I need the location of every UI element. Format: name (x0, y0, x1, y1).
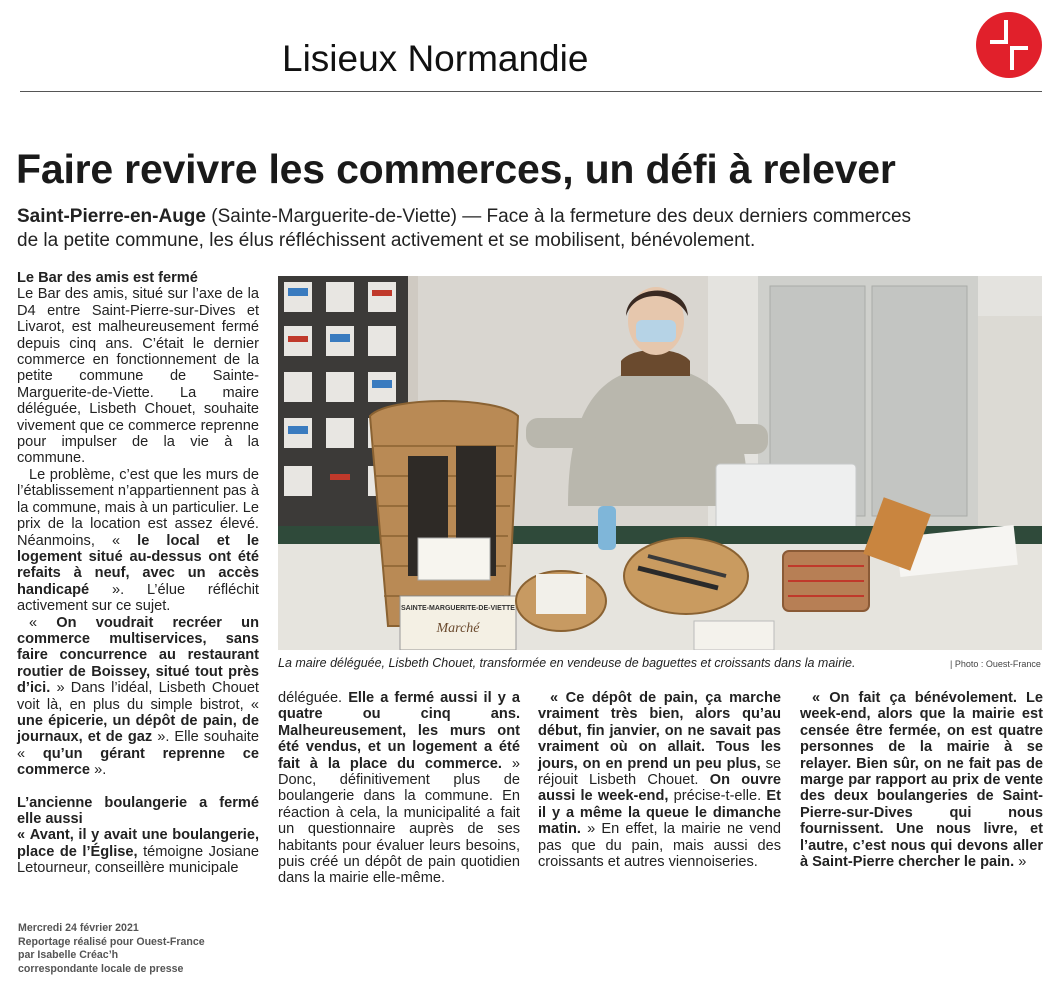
article-footer (18, 922, 205, 976)
lead-place: Saint-Pierre-en-Auge (17, 206, 206, 227)
article-column-4 (800, 690, 1043, 870)
header-rule (20, 91, 1042, 92)
paragraph: « On fait ça bénévolement. Le week-end, alors que la mairie est censée être fermée, on est quatre personnes de la mairie à se relayer. Bien sûr, on ne fait pas de marge par rapport au prix de vente des deux boulangeries de Saint-Pierre-sur-Dives qui nous fournissent. Une nous livre, et l’autre, c’est nous qui devons aller à Saint-Pierre chercher le pain. » (800, 690, 1043, 871)
footer-line: par Isabelle Créac’h (18, 949, 119, 961)
article-column-3 (538, 690, 781, 870)
lead-place-detail: (Sainte-Marguerite-de-Viette) — (211, 206, 482, 227)
subheading-bar: Le Bar des amis est fermé (17, 270, 198, 286)
lead-line1: Face à la fermeture des deux derniers commerces (486, 206, 912, 227)
paragraph: Le problème, c’est que les murs de l’établissement n’appartiennent pas à la commune, mais à un particulier. Le prix de la location est assez élevé. Néanmoins, « le local et le logement situé au-dessus ont été refaits à neuf, avec un accès handicapé ». L’élue réfléchit activement sur ce sujet. (17, 466, 259, 615)
article-column-1 (17, 270, 259, 877)
marche-sign-script: Marché (436, 621, 480, 636)
photo-credit: | Photo : Ouest-France (950, 659, 1041, 669)
paragraph: « Ce dépôt de pain, ça marche vraiment très bien, alors qu’au début, fin janvier, on ne savait pas vraiment où on allait. Tous les jours, on en prend un peu plus, se réjouit Lisbeth Chouet. On ouvre aussi le week-end, précise-t-elle. Et il y a même la queue le dimanche matin. » En effet, la mairie ne vend pas que du pain, mais aussi des croissants et autres viennoiseries. (538, 690, 782, 871)
lead-line2: de la petite commune, les élus réfléchissent activement et se mobilisent, bénévolement. (17, 230, 756, 251)
article-lead (17, 205, 917, 253)
marche-sign-text: SAINTE-MARGUERITE-DE-VIETTE (401, 605, 515, 612)
article-headline: Faire revivre les commerces, un défi à relever (16, 146, 896, 192)
article-photo (278, 276, 1042, 650)
ouest-france-logo (976, 12, 1042, 78)
paragraph: Le Bar des amis, situé sur l’axe de la D4 entre Saint-Pierre-sur-Dives et Livarot, est malheureusement fermé depuis cinq ans. C’était le dernier commerce en fonctionnement de la petite commune de Sainte-Marguerite-de-Viette. La maire déléguée, Lisbeth Chouet, souhaite vivement que ce commerce reprenne pour impulser de la vie à la commune. (17, 286, 259, 467)
footer-line: Reportage réalisé pour Ouest-France (18, 935, 205, 948)
article-column-2 (278, 690, 520, 887)
footer-line: correspondante locale de presse (18, 962, 184, 975)
paragraph: « On voudrait recréer un commerce multiservices, sans faire concurrence au restaurant routier de Boissey, situé tout près d’ici. » Dans l’idéal, Lisbeth Chouet voit là, en plus du simple bistrot, « une épicerie, un dépôt de pain, de journaux, et de gaz ». Elle souhaite « qu’un gérant reprenne ce commerce ». (17, 614, 259, 779)
subheading-boulangerie: L’ancienne boulangerie a fermé elle aussi (17, 794, 259, 827)
masthead-title: Lisieux Normandie (282, 38, 589, 79)
paragraph: « Avant, il y avait une boulangerie, place de l’Église, témoigne Josiane Letourneur, conseillère municipale (17, 827, 259, 877)
footer-date: Mercredi 24 février 2021 (18, 922, 139, 934)
paragraph: déléguée. Elle a fermé aussi il y a quatre ou cinq ans. Malheureusement, les murs ont été vendus, et un logement a été fait à la place du commerce. » Donc, définitivement plus de boulangerie dans la commune. En réaction à cela, la municipalité a fait un questionnaire auprès de ses habitants pour évaluer leurs besoins, puis créé un dépôt de pain quotidien dans la mairie elle-même. (278, 690, 520, 887)
photo-caption: La maire déléguée, Lisbeth Chouet, transformée en vendeuse de baguettes et croissants dans la mairie. (278, 656, 856, 670)
